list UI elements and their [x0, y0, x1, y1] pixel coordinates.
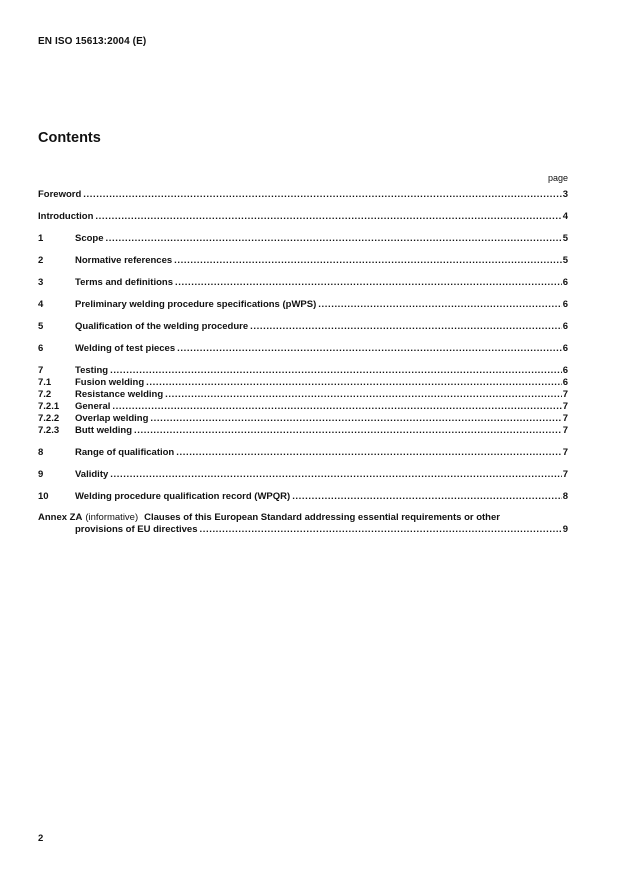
toc-entry-resistance-welding [38, 389, 568, 401]
toc-leader-dots [83, 189, 561, 201]
toc-entry-page: 7 [562, 413, 568, 424]
page-column-label: page [547, 173, 568, 183]
document-header: EN ISO 15613:2004 (E) [38, 36, 147, 47]
toc-entry-page: 7 [562, 401, 568, 412]
toc-entry-title: Scope [75, 233, 104, 244]
table-of-contents [38, 189, 568, 536]
toc-entry-title: Terms and definitions [75, 277, 174, 288]
toc-entry-title: Introduction [38, 211, 94, 222]
toc-entry-page: 4 [562, 211, 568, 222]
toc-entry-normative-references [38, 255, 568, 267]
toc-entry-title: Welding procedure qualification record (WPQR) [75, 491, 291, 502]
toc-entry-number: 8 [38, 447, 44, 458]
toc-leader-dots [174, 255, 562, 267]
page-column-label-row [38, 173, 568, 184]
annex-name: Annex ZA [38, 512, 83, 523]
toc-leader-dots [146, 377, 562, 389]
toc-entry-pwps [38, 299, 568, 311]
toc-entry-number: 2 [38, 255, 44, 266]
toc-leader-dots [177, 343, 562, 355]
toc-entry-range-of-qualification [38, 447, 568, 459]
toc-entry-title: Validity [75, 469, 109, 480]
annex-title-line1: Clauses of this European Standard addressing essential requirements or other [144, 512, 500, 523]
toc-leader-dots [150, 413, 561, 425]
toc-entry-overlap-welding [38, 413, 568, 425]
toc-leader-dots [106, 233, 562, 245]
toc-leader-dots [318, 299, 561, 311]
toc-entry-qualification-procedure [38, 321, 568, 333]
toc-entry-page: 6 [562, 277, 568, 288]
toc-entry-number: 1 [38, 233, 44, 244]
toc-leader-dots [292, 491, 562, 503]
toc-entry-number: 7.2 [38, 389, 52, 400]
toc-entry-introduction [38, 211, 568, 223]
toc-entry-title: Fusion welding [75, 377, 145, 388]
toc-leader-dots [250, 321, 562, 333]
toc-entry-number: 4 [38, 299, 44, 310]
toc-entry-foreword [38, 189, 568, 201]
toc-entry-title: Resistance welding [75, 389, 164, 400]
toc-leader-dots [110, 365, 562, 377]
toc-entry-wpqr [38, 491, 568, 503]
toc-entry-title: General [75, 401, 111, 412]
toc-entry-scope [38, 233, 568, 245]
toc-entry-welding-test-pieces [38, 343, 568, 355]
toc-leader-dots [95, 211, 561, 223]
toc-entry-butt-welding [38, 425, 568, 437]
toc-entry-number: 9 [38, 469, 44, 480]
toc-entry-number: 5 [38, 321, 44, 332]
annex-qualifier: (informative) [85, 512, 139, 523]
toc-entry-page: 7 [562, 447, 568, 458]
toc-entry-page: 6 [562, 321, 568, 332]
toc-entry-page: 5 [562, 233, 568, 244]
toc-entry-number: 7.2.2 [38, 413, 60, 424]
toc-entry-page: 9 [562, 524, 568, 535]
contents-heading: Contents [38, 130, 101, 146]
toc-leader-dots [176, 447, 561, 459]
toc-entry-general [38, 401, 568, 413]
toc-entry-page: 7 [562, 425, 568, 436]
toc-entry-page: 6 [562, 365, 568, 376]
toc-entry-page: 7 [562, 389, 568, 400]
toc-entry-page: 8 [562, 491, 568, 502]
toc-entry-title: Foreword [38, 189, 82, 200]
toc-entry-page: 3 [562, 189, 568, 200]
toc-leader-dots [110, 469, 561, 481]
toc-entry-number: 7.2.1 [38, 401, 60, 412]
toc-entry-title: Butt welding [75, 425, 132, 436]
toc-leader-dots [175, 277, 562, 289]
toc-entry-testing [38, 365, 568, 377]
toc-entry-page: 6 [562, 377, 568, 388]
toc-entry-annex-za-line1 [38, 512, 568, 524]
toc-entry-validity [38, 469, 568, 481]
toc-entry-title: Range of qualification [75, 447, 175, 458]
toc-entry-page: 7 [562, 469, 568, 480]
toc-leader-dots [134, 425, 562, 437]
toc-entry-title: Preliminary welding procedure specifications (pWPS) [75, 299, 317, 310]
toc-entry-page: 6 [562, 343, 568, 354]
toc-entry-title: Welding of test pieces [75, 343, 176, 354]
toc-entry-number: 10 [38, 491, 49, 502]
toc-entry-number: 7.1 [38, 377, 52, 388]
toc-entry-page: 6 [562, 299, 568, 310]
annex-title-line2: provisions of EU directives [75, 524, 198, 535]
toc-entry-number: 3 [38, 277, 44, 288]
toc-entry-title: Testing [75, 365, 109, 376]
toc-entry-page: 5 [562, 255, 568, 266]
toc-leader-dots [165, 389, 562, 401]
toc-entry-number: 7.2.3 [38, 425, 60, 436]
toc-leader-dots [199, 524, 561, 536]
toc-entry-terms-definitions [38, 277, 568, 289]
toc-entry-number: 7 [38, 365, 44, 376]
toc-entry-fusion-welding [38, 377, 568, 389]
toc-entry-annex-za-line2 [38, 524, 568, 536]
footer-page-number: 2 [38, 833, 44, 844]
toc-entry-title: Overlap welding [75, 413, 149, 424]
toc-entry-number: 6 [38, 343, 44, 354]
toc-entry-title: Qualification of the welding procedure [75, 321, 249, 332]
toc-entry-title: Normative references [75, 255, 173, 266]
toc-leader-dots [112, 401, 561, 413]
